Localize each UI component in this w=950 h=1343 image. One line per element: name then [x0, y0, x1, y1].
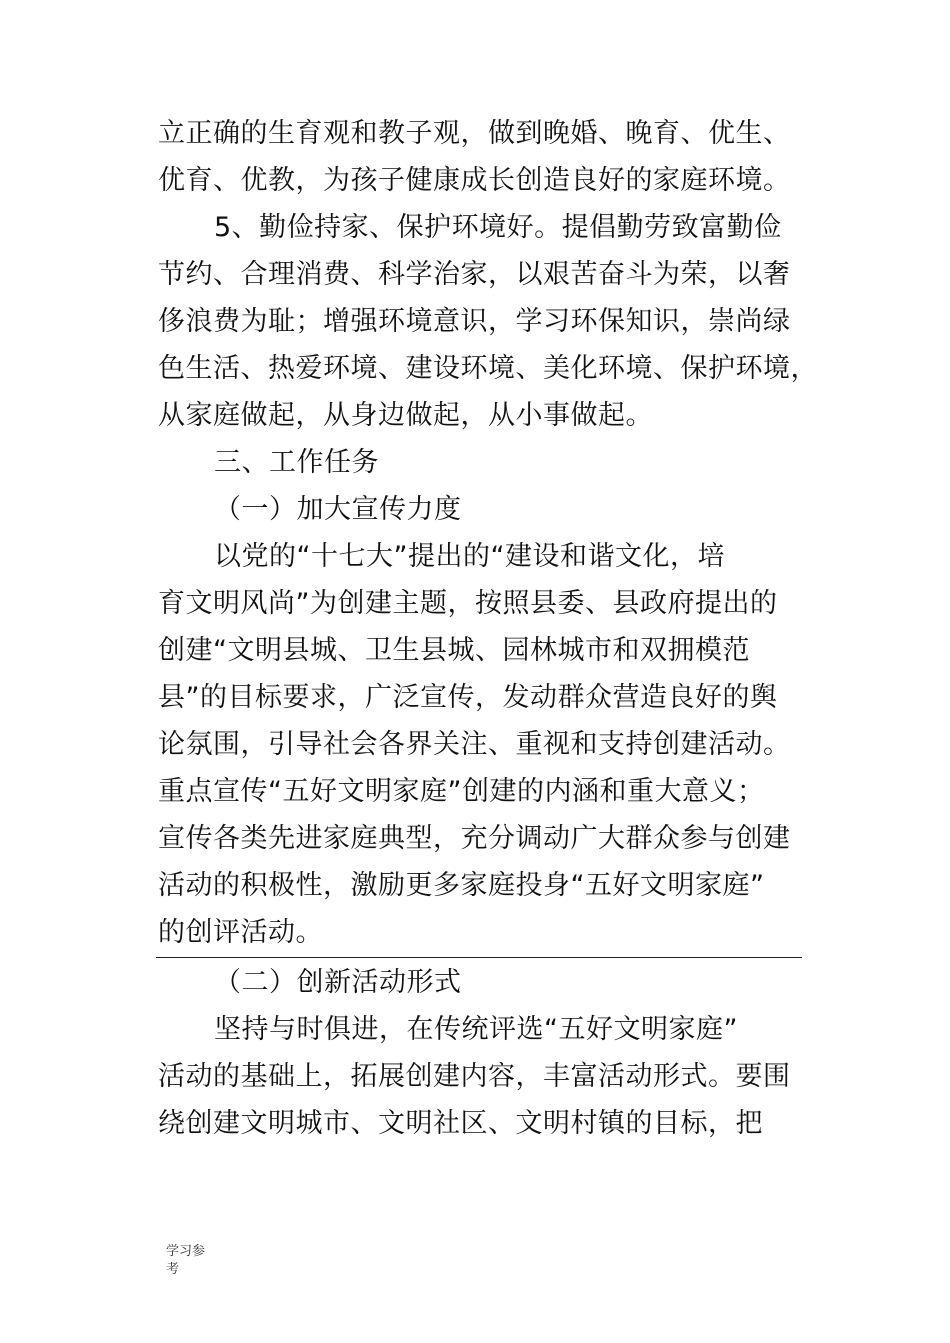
- text-line: 育文明风尚”为创建主题，按照县委、县政府提出的: [158, 588, 778, 619]
- text-line: 优育、优教，为孩子健康成长创造良好的家庭环境。: [158, 165, 791, 196]
- text-line: 创建“文明县城、卫生县城、园林城市和双拥模范: [158, 635, 750, 666]
- text-line: 论氛围，引导社会各界关注、重视和支持创建活动。: [158, 729, 791, 760]
- text-line: 以党的“十七大”提出的“建设和谐文化，培: [214, 541, 725, 572]
- footer-line: 学习参: [166, 1244, 206, 1259]
- text-line: 色生活、热爱环境、建设环境、美化环境、保护环境，: [158, 353, 818, 384]
- text-line: 宣传各类先进家庭典型，充分调动广大群众参与创建: [158, 823, 791, 854]
- text-line: 节约、合理消费、科学治家，以艰苦奋斗为荣，以奢: [158, 259, 791, 290]
- subsection-heading: （一）加大宣传力度: [214, 494, 462, 525]
- page-footer: [166, 1243, 226, 1279]
- text-line: 从家庭做起，从身边做起，从小事做起。: [158, 400, 653, 431]
- text-line: 5、勤俭持家、保护环境好。提倡勤劳致富勤俭: [214, 212, 782, 243]
- text-line: 侈浪费为耻；增强环境意识，学习环保知识，崇尚绿: [158, 306, 791, 337]
- subsection-heading: （二）创新活动形式: [214, 967, 462, 998]
- text-line: 活动的积极性，激励更多家庭投身“五好文明家庭”: [158, 870, 765, 901]
- footer-line: 考: [166, 1262, 180, 1277]
- text-line: 活动的基础上，拓展创建内容，丰富活动形式。要围: [158, 1061, 791, 1092]
- text-line: 县”的目标要求，广泛宣传，发动群众营造良好的舆: [158, 682, 778, 713]
- text-line: 坚持与时俱进，在传统评选“五好文明家庭”: [214, 1014, 738, 1045]
- section-heading: 三、工作任务: [214, 447, 379, 478]
- text-line: 重点宣传“五好文明家庭”创建的内涵和重大意义；: [158, 776, 765, 807]
- text-line: 绕创建文明城市、文明社区、文明村镇的目标，把: [158, 1108, 763, 1139]
- text-line: 立正确的生育观和教子观，做到晚婚、晚育、优生、: [158, 118, 791, 149]
- text-line: 的创评活动。: [158, 917, 323, 948]
- page-divider: [156, 957, 802, 958]
